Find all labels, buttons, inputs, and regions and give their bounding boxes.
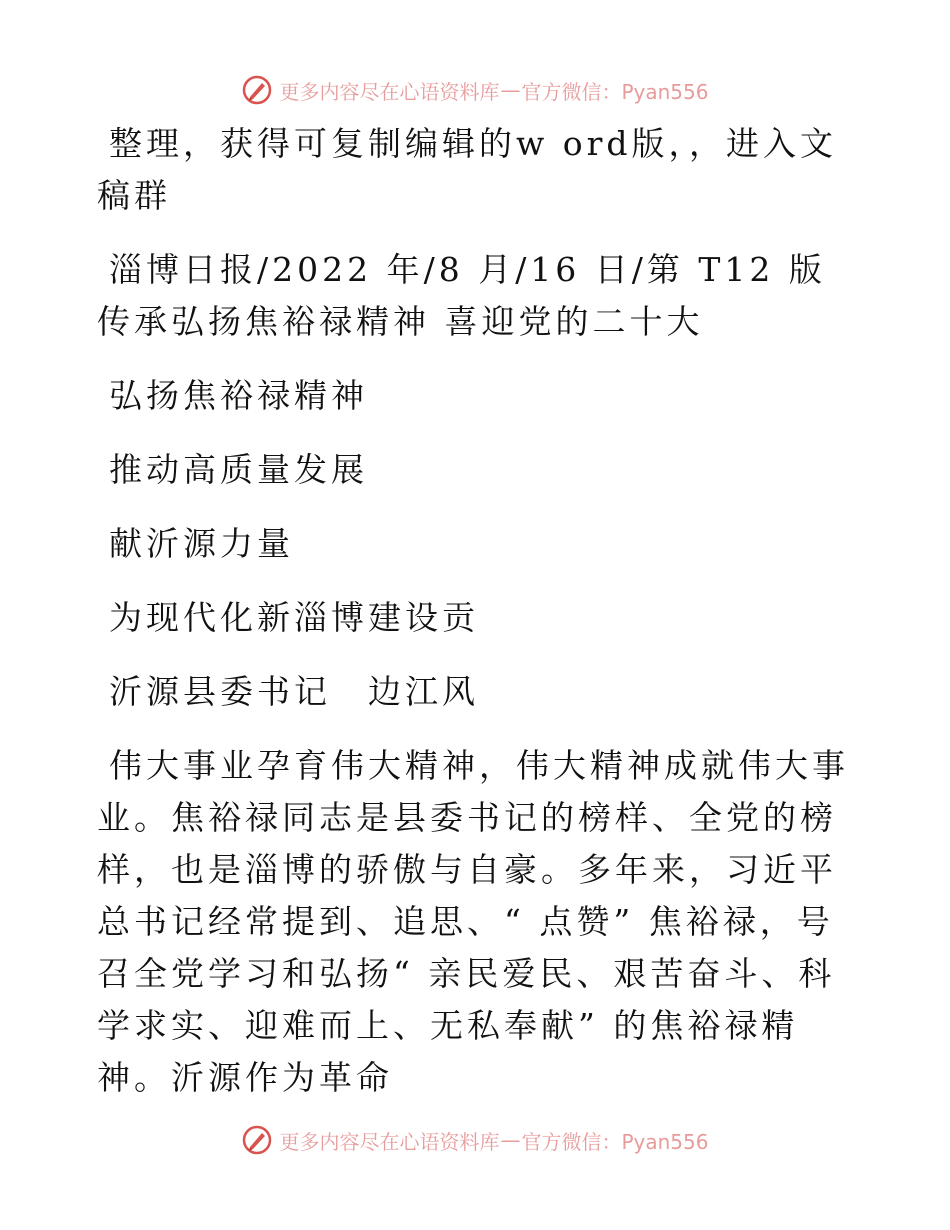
banner-site-text: 更多内容尽在心语资料库 xyxy=(279,79,500,104)
document-body xyxy=(97,118,857,1126)
footer-watermark-banner xyxy=(0,1120,950,1160)
heading-line-1: 弘扬焦裕禄精神 xyxy=(109,376,368,415)
heading-line-2: 推动高质量发展 xyxy=(109,450,368,489)
pen-logo-icon xyxy=(241,1124,273,1156)
paragraph-body: 伟大事业孕育伟大精神，伟大精神成就伟大事业。焦裕禄同志是县委书记的榜样、全党的榜样，也是淄博的骄傲与自豪。多年来，习近平总书记经常提到、追思、“ 点赞” 焦裕禄，号召全党学习和弘扬“ 亲民爱民、艰苦奋斗、科学求实、迎难而上、无私奉献” 的焦裕禄精神。沂源作为革命 xyxy=(97,746,849,1097)
banner-contact-text: 官方微信：Pyan556 xyxy=(521,79,709,104)
heading-line-3: 献沂源力量 xyxy=(109,524,294,563)
pen-logo-icon xyxy=(241,74,273,106)
heading-line-4: 为现代化新淄博建设贡 xyxy=(109,598,479,637)
header-watermark-banner xyxy=(0,70,950,110)
paragraph-intro: 整理，获得可复制编辑的w ord版，，进入文稿群 xyxy=(97,124,838,215)
paragraph-source: 淄博日报/2022 年/8 月/16 日/第 T12 版传承弘扬焦裕禄精神 喜迎党的二十大 xyxy=(97,250,826,341)
banner-site-text: 更多内容尽在心语资料库 xyxy=(279,1129,500,1154)
banner-separator: — xyxy=(500,1128,521,1152)
banner-separator: — xyxy=(500,78,521,102)
author-line: 沂源县委书记 边江风 xyxy=(109,672,479,711)
banner-contact-text: 官方微信：Pyan556 xyxy=(521,1129,709,1154)
